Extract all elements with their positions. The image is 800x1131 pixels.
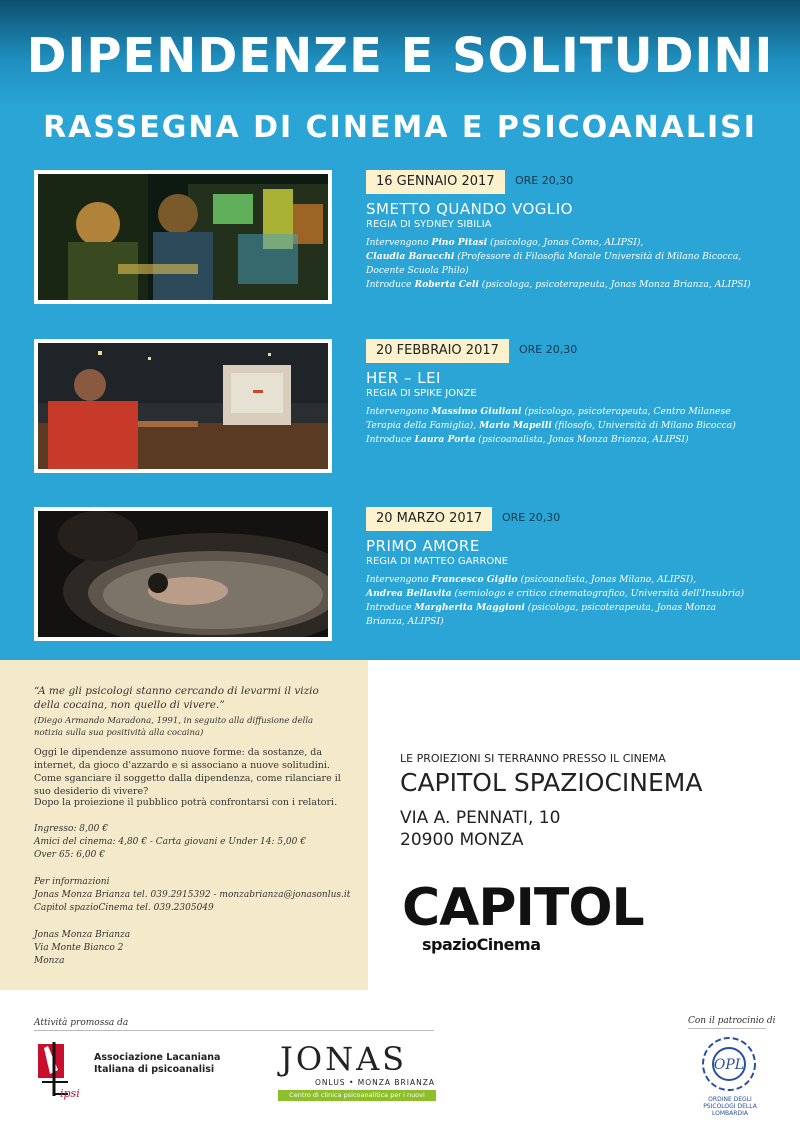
jonas-subtitle: ONLUS • MONZA BRIANZA (315, 1078, 435, 1087)
ticket-prices (34, 823, 354, 862)
event-2 (0, 339, 800, 499)
speaker-line (366, 573, 756, 587)
speaker-text: (psicoanalista, Jonas Milano, ALIPSI), (517, 574, 697, 585)
price-line: Amici del cinema: 4,80 € - Carta giovani e Under 14: 5,00 € (34, 837, 306, 847)
alipsi-mark: ipsi (60, 1087, 80, 1100)
speaker-text: Introduce (366, 602, 415, 613)
speaker-name: Pino Pitasi (431, 237, 488, 248)
film-director: REGIA DI SPIKE JONZE (366, 388, 477, 399)
venue-street: VIA A. PENNATI, 10 (400, 808, 561, 828)
venue-name: CAPITOL SPAZIOCINEMA (400, 768, 703, 797)
event-date: 20 FEBBRAIO 2017 (366, 339, 509, 363)
event-time: ORE 20,30 (502, 511, 561, 524)
speaker-name: Andrea Bellavita (366, 588, 452, 599)
price-line: Over 65: 6,00 € (34, 850, 105, 860)
contact-line: Capitol spazioCinema tel. 039.2305049 (34, 903, 214, 913)
speaker-text: Intervengono (366, 406, 432, 417)
maradona-quote: “A me gli psicologi stanno cercando di levarmi il vizio della cocaina, non quello di vivere.” (34, 685, 319, 711)
speaker-line (366, 433, 756, 447)
speaker-line (366, 601, 756, 629)
speaker-text: Introduce (366, 279, 415, 290)
speaker-text: Intervengono (366, 574, 432, 585)
capitol-logo: CAPITOL (402, 878, 644, 938)
price-line: Ingresso: 8,00 € (34, 824, 108, 834)
film-title: SMETTO QUANDO VOGLIO (366, 200, 573, 218)
event-1 (0, 170, 800, 330)
venue-note: LE PROIEZIONI SI TERRANNO PRESSO IL CINEMA (400, 752, 666, 765)
contact-info (34, 876, 354, 915)
footer-divider (688, 1028, 766, 1029)
event-time: ORE 20,30 (515, 174, 574, 187)
speaker-name: Mario Mapelli (479, 420, 552, 431)
event-speakers (366, 573, 756, 629)
capitol-logo-subtitle: spazioCinema (422, 935, 541, 954)
speaker-name: Roberta Celi (414, 279, 479, 290)
film-still-primo-amore (34, 507, 332, 641)
speaker-line (366, 587, 756, 601)
event-speakers (366, 236, 756, 292)
film-still-smetto-quando-voglio (34, 170, 332, 304)
speaker-text: (psicologo, psicoterapeuta, Centro Milanese Terapia della Famiglia), (366, 406, 731, 431)
speaker-text: (psicoanalista, Jonas Monza Brianza, ALIPSI) (475, 434, 689, 445)
speaker-text: (filosofo, Università di Milano Bicocca) (551, 420, 736, 431)
speaker-name: Massimo Giuliani (431, 406, 522, 417)
film-still-her (34, 339, 332, 473)
opl-name: ORDINE DEGLI PSICOLOGI DELLA LOMBARDIA (703, 1096, 757, 1117)
jonas-logo: JONAS (280, 1040, 408, 1078)
film-director: REGIA DI MATTEO GARRONE (366, 556, 509, 567)
speaker-name: Francesco Giglio (431, 574, 518, 585)
footer-divider (34, 1030, 434, 1031)
event-date: 20 MARZO 2017 (366, 507, 492, 531)
page-subtitle: RASSEGNA DI CINEMA E PSICOANALISI (43, 110, 757, 145)
speaker-line (366, 236, 756, 250)
contact-line: Jonas Monza Brianza tel. 039.2915392 - monzabrianza@jonasonlus.it (34, 890, 351, 900)
event-time: ORE 20,30 (519, 343, 578, 356)
speaker-text: (psicologa, psicoterapeuta, Jonas Monza Brianza, ALIPSI) (366, 602, 717, 627)
speaker-text: (psicologa, psicoterapeuta, Jonas Monza Brianza, ALIPSI) (478, 279, 751, 290)
speaker-name: Claudia Baracchi (366, 251, 455, 262)
speaker-text: Introduce (366, 434, 415, 445)
speaker-text: (psicologo, Jonas Como, ALIPSI), (487, 237, 644, 248)
after-screening-note: Dopo la proiezione il pubblico potrà confrontarsi con i relatori. (34, 797, 338, 808)
address-line: Monza (34, 956, 65, 966)
address-line: Via Monte Bianco 2 (34, 943, 124, 953)
jonas-tagline: Centro di clinica psicoanalitica per i nuovi sintomi (278, 1090, 436, 1101)
venue-city: 20900 MONZA (400, 830, 524, 850)
page-title: DIPENDENZE E SOLITUDINI (26, 28, 774, 84)
alipsi-name: Associazione Lacaniana Italiana di psicoanalisi (94, 1052, 221, 1075)
speaker-line (366, 278, 756, 292)
promoted-by-label: Attività promossa da (34, 1018, 129, 1028)
film-director: REGIA DI SYDNEY SIBILIA (366, 219, 492, 230)
speaker-name: Laura Porta (414, 434, 476, 445)
opl-mark: OPL (713, 1057, 745, 1073)
film-title: PRIMO AMORE (366, 537, 480, 555)
intro-paragraph: Oggi le dipendenze assumono nuove forme: da sostanze, da internet, da gioco d'azzardo e si associano a nuove solitudini. Come sganciare il soggetto dalla dipendenza, come rilanciare il suo desiderio di vivere? (34, 747, 341, 797)
film-title: HER – LEI (366, 369, 441, 387)
alipsi-logo-icon (34, 1040, 88, 1100)
event-3 (0, 507, 800, 667)
patronage-label: Con il patrocinio di (688, 1016, 776, 1026)
speaker-text: Intervengono (366, 237, 432, 248)
address-line: Jonas Monza Brianza (34, 930, 131, 940)
speaker-line (366, 250, 756, 278)
contact-line: Per informazioni (34, 877, 110, 887)
jonas-address (34, 929, 354, 968)
event-date: 16 GENNAIO 2017 (366, 170, 505, 194)
speaker-name: Margherita Maggioni (414, 602, 525, 613)
quote-source: (Diego Armando Maradona, 1991, in seguito alla diffusione della notizia sulla sua positività alla cocaina) (34, 716, 314, 738)
speaker-line (366, 405, 756, 433)
event-speakers (366, 405, 756, 447)
speaker-text: (Professore di Filosofia Morale Università di Milano Bicocca, Docente Scuola Philo) (366, 251, 742, 276)
speaker-text: (semiologo e critico cinematografico, Università dell'Insubria) (451, 588, 745, 599)
